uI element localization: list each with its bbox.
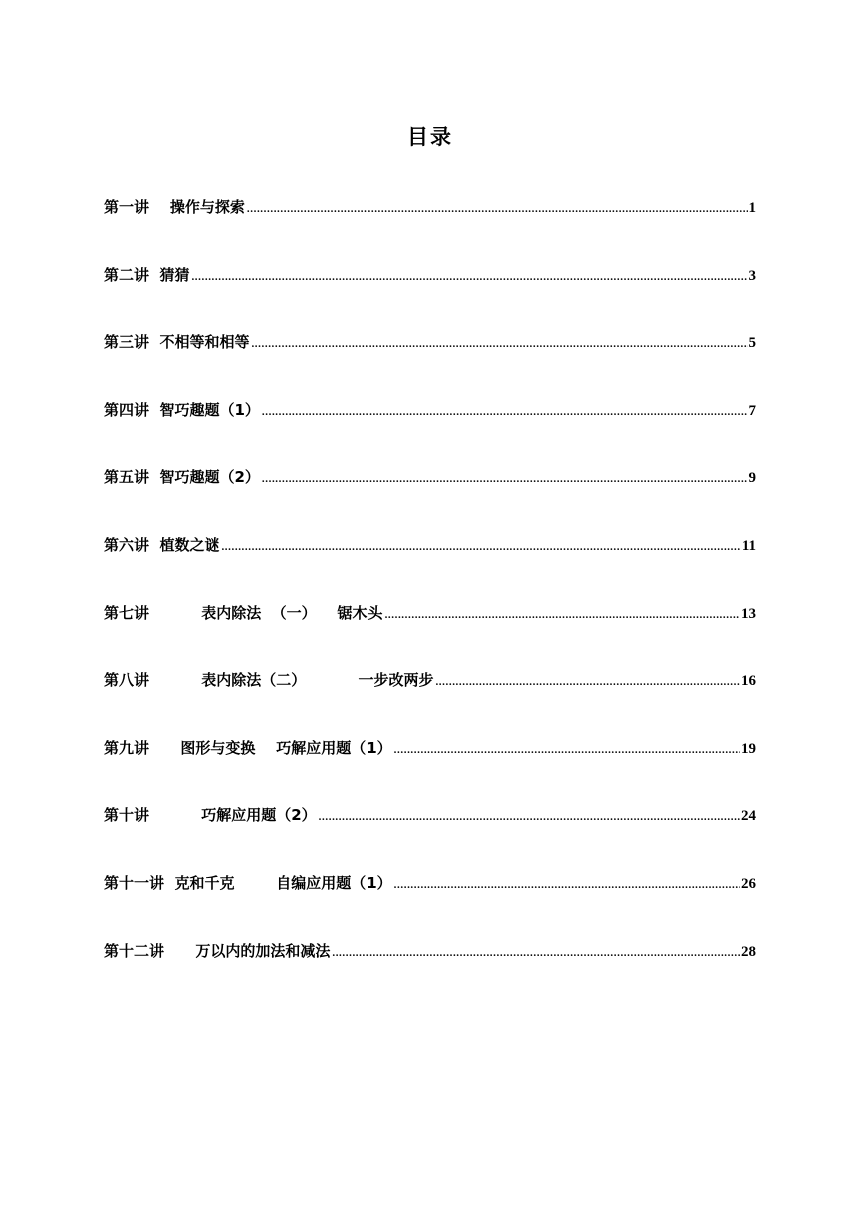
toc-entry[interactable] [104, 800, 756, 868]
toc-entry-page: 9 [748, 470, 756, 487]
toc-entry[interactable] [104, 665, 756, 733]
toc-entry-label: 第四讲 智巧趣题（1） [104, 400, 260, 419]
dot-leader [385, 600, 740, 630]
dot-leader [319, 802, 740, 832]
toc-entry-label: 第九讲 图形与变换 巧解应用题（1） [104, 738, 392, 757]
toc-entry[interactable] [104, 733, 756, 801]
toc-entry-label: 第十一讲 克和千克 自编应用题（1） [104, 873, 392, 892]
toc-entry-page: 3 [748, 267, 756, 284]
toc-entry-page: 7 [748, 402, 756, 419]
dot-leader [251, 329, 747, 359]
toc-entry-label: 第三讲 不相等和相等 [104, 333, 250, 352]
toc-entry-page: 19 [741, 740, 756, 757]
toc-entry-label: 第十二讲 万以内的加法和减法 [104, 941, 331, 960]
toc-entry-page: 16 [741, 673, 756, 690]
toc-title: 目录 [407, 125, 453, 149]
toc-entry-page: 28 [741, 943, 756, 960]
toc-entry-label: 第五讲 智巧趣题（2） [104, 468, 260, 487]
toc-entry-label: 第七讲 表内除法 （一） 锯木头 [104, 603, 383, 622]
toc-entry-page: 26 [741, 875, 756, 892]
toc-entry-page: 11 [741, 537, 756, 554]
toc-entry[interactable] [104, 327, 756, 395]
dot-leader [332, 938, 740, 968]
dot-leader [394, 735, 740, 765]
toc-entry[interactable] [104, 868, 756, 936]
dot-leader [262, 464, 748, 494]
toc-entry-label: 第六讲 植数之谜 [104, 535, 220, 554]
toc-entry-label: 第十讲 巧解应用题（2） [104, 806, 317, 825]
dot-leader [247, 194, 748, 224]
toc-entry-page: 13 [741, 605, 756, 622]
toc-entry[interactable] [104, 462, 756, 530]
toc-entry-page: 1 [748, 200, 756, 216]
toc-entry-page: 5 [748, 335, 756, 352]
toc-entry[interactable] [104, 260, 756, 328]
dot-leader [191, 262, 747, 292]
dot-leader [221, 532, 740, 562]
toc-entry[interactable] [104, 395, 756, 463]
toc-entry-page: 24 [741, 808, 756, 825]
toc-entry[interactable] [104, 192, 756, 260]
toc-entry[interactable] [104, 598, 756, 666]
dot-leader [435, 667, 740, 697]
toc-entry-label: 第一讲 操作与探索 [104, 198, 245, 216]
toc-entry[interactable] [104, 936, 756, 1004]
dot-leader [262, 397, 748, 427]
dot-leader [394, 870, 740, 900]
toc-entry[interactable] [104, 530, 756, 598]
toc-entry-label: 第八讲 表内除法（二） 一步改两步 [104, 671, 434, 690]
toc-entry-label: 第二讲 猜猜 [104, 265, 190, 284]
toc-list [104, 192, 756, 1003]
